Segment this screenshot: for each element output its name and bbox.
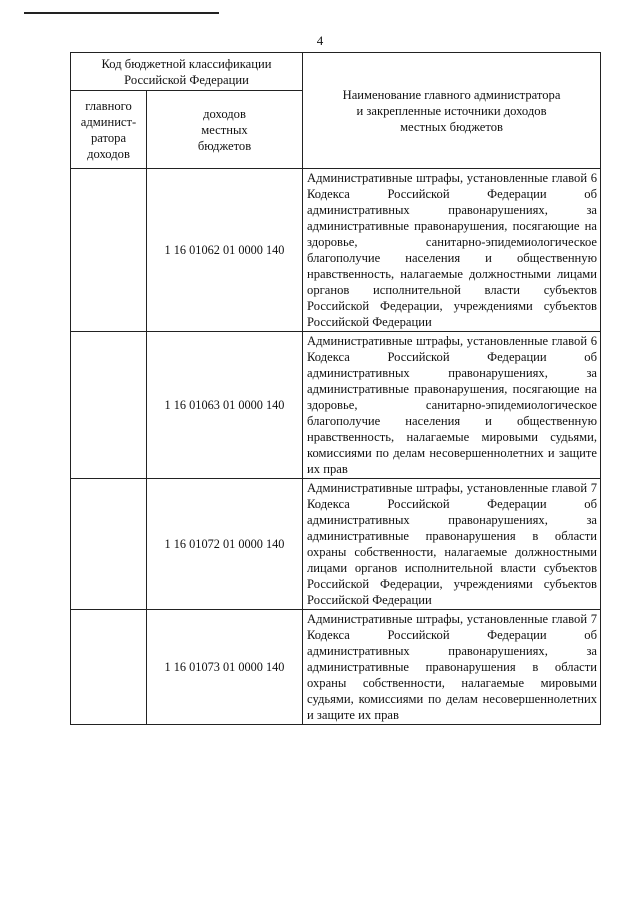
- table-row: [71, 332, 601, 479]
- table-row: [71, 479, 601, 610]
- income-code-cell: 1 16 01073 01 0000 140: [147, 610, 303, 725]
- table-row: [71, 610, 601, 725]
- income-name-cell: Административные штрафы, установленные главой 7 Кодекса Российской Федерации об административных правонарушениях, за административные правонарушения в области охраны собственности, налагаемые должностными лицами органов исполнительной власти субъектов Российской Федерации, учреждениями субъектов Российской Федерации: [303, 479, 601, 610]
- admin-code-cell: [71, 169, 147, 332]
- income-name-cell: Административные штрафы, установленные главой 6 Кодекса Российской Федерации об административных правонарушениях, за административные правонарушения, посягающие на здоровье, санитарно-эпидемиологическое благополучие населения и общественную нравственность, налагаемые мировыми судьями, комиссиями по делам несовершеннолетних и защите их прав: [303, 332, 601, 479]
- header-main-administrator: главного админист- ратора доходов: [71, 91, 147, 169]
- header-administrator-name: Наименование главного администратора и закрепленные источники доходов местных бюджетов: [303, 53, 601, 169]
- income-name-cell: Административные штрафы, установленные главой 6 Кодекса Российской Федерации об административных правонарушениях, за административные правонарушения, посягающие на здоровье, санитарно-эпидемиологическое благополучие населения и общественную нравственность, налагаемые должностными лицами органов исполнительной власти субъектов Российской Федерации, учреждениями субъектов Российской Федерации: [303, 169, 601, 332]
- income-code-cell: 1 16 01062 01 0000 140: [147, 169, 303, 332]
- page-number: 4: [316, 33, 324, 48]
- admin-code-cell: [71, 610, 147, 725]
- admin-code-cell: [71, 332, 147, 479]
- header-classification-code: Код бюджетной классификации Российской Федерации: [71, 53, 303, 91]
- budget-classification-table: [70, 52, 601, 725]
- header-local-income: доходов местных бюджетов: [147, 91, 303, 169]
- table-row: [71, 169, 601, 332]
- income-code-cell: 1 16 01063 01 0000 140: [147, 332, 303, 479]
- income-code-cell: 1 16 01072 01 0000 140: [147, 479, 303, 610]
- admin-code-cell: [71, 479, 147, 610]
- top-rule: [24, 12, 219, 14]
- income-name-cell: Административные штрафы, установленные главой 7 Кодекса Российской Федерации об административных правонарушениях, за административные правонарушения в области охраны собственности, налагаемые мировыми судьями, комиссиями по делам несовершеннолетних и защите их прав: [303, 610, 601, 725]
